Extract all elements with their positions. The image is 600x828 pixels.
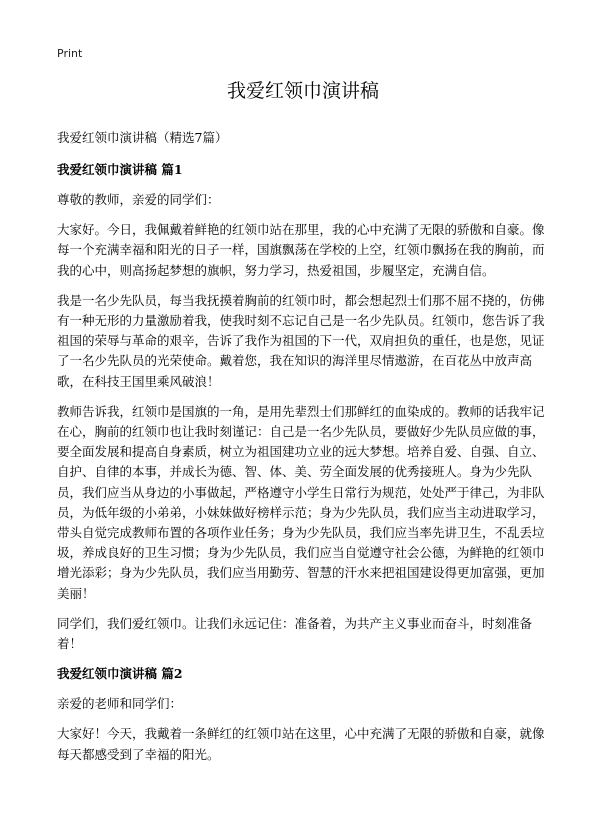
document-subtitle: 我爱红领巾演讲稿（精选7篇）: [57, 130, 228, 145]
body-paragraph: 我是一名少先队员，每当我抚摸着胸前的红领巾时，都会想起烈士们那不屈不挠的，仿佛有一种无形的力量激励着我，使我时刻不忘记自己是一名少先队员。红领巾，您告诉了我祖国的荣辱与革命的艰辛，告诉了我作为祖国的下一代，双肩担负的重任，也是您，见证了一名少先队员的光荣使命。戴着您，我在知识的海洋里尽情遨游，在百花丛中放声高歌，在科技王国里乘风破浪！: [57, 292, 545, 389]
document-page: [57, 76, 549, 775]
page-title: 我爱红领巾演讲稿: [226, 80, 379, 102]
greeting-paragraph: 尊敬的教师，亲爱的同学们：: [57, 192, 220, 207]
section-1: [57, 160, 549, 654]
section-2: [57, 664, 549, 765]
body-paragraph: 大家好！今天，我戴着一条鲜红的红领巾站在这里，心中充满了无限的骄傲和自豪，就像每天都感受到了幸福的阳光。: [57, 726, 545, 762]
body-paragraph: 教师告诉我，红领巾是国旗的一角，是用先辈烈士们那鲜红的血染成的。教师的话我牢记在心，胸前的红领巾也让我时刻谨记：自己是一名少先队员，要做好少先队员应做的事，要全面发展和提高自身素质，树立为祖国建功立业的远大梦想。培养自爱、自强、自立、自护、自律的本事，并成长为德、智、体、美、劳全面发展的优秀接班人。身为少先队员，我们应当从身边的小事做起，严格遵守小学生日常行为规范，处处严于律己，为非队员，为低年级的小弟弟，小妹妹做好榜样示范；身为少先队员，我们应当主动进取学习，带头自觉完成教师布置的各项作业任务；身为少先队员，我们应当率先讲卫生，不乱丢垃圾，养成良好的卫生习惯；身为少先队员，我们应当自觉遵守社会公德，为鲜艳的红领巾增光添彩；身为少先队员，我们应当用勤劳、智慧的汗水来把祖国建设得更加富强，更加美丽！: [57, 403, 545, 601]
greeting-paragraph: 亲爱的老师和同学们：: [57, 696, 183, 712]
body-paragraph: 大家好。今日，我佩戴着鲜艳的红领巾站在那里，我的心中充满了无限的骄傲和自豪。像每一个充满幸福和阳光的日子一样，国旗飘荡在学校的上空，红领巾飘扬在我的胸前，而我的心中，则高扬起梦想的旗帜，努力学习，热爱祖国，步履坚定，充满自信。: [57, 222, 545, 278]
section-heading: 我爱红领巾演讲稿 篇2: [57, 666, 183, 682]
section-heading: 我爱红领巾演讲稿 篇1: [57, 162, 183, 177]
print-link[interactable]: Print: [57, 47, 83, 60]
closing-paragraph: 同学们，我们爱红领巾。让我们永远记住：准备着，为共产主义事业而奋斗，时刻准备着！: [57, 615, 533, 652]
